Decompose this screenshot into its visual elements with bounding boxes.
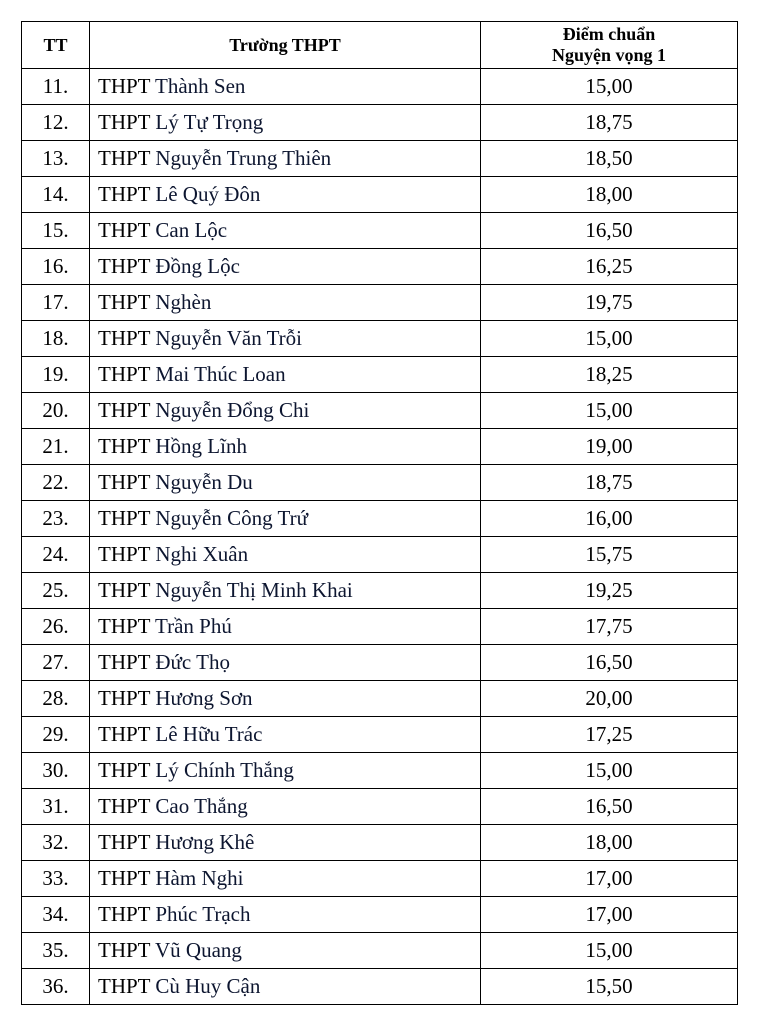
school-name: Nguyễn Đổng Chi	[155, 398, 310, 422]
school-name: Đồng Lộc	[155, 254, 240, 278]
school-type-prefix: THPT	[98, 758, 151, 782]
school-type-prefix: THPT	[98, 110, 151, 134]
cutoff-score: 18,25	[481, 357, 738, 393]
school-name: Hương Khê	[155, 830, 255, 854]
table-row	[22, 465, 738, 501]
table-row	[22, 357, 738, 393]
school-type-prefix: THPT	[98, 470, 151, 494]
table-row	[22, 645, 738, 681]
cutoff-score: 15,00	[481, 753, 738, 789]
school-name-cell	[90, 825, 481, 861]
row-number: 16.	[22, 249, 90, 285]
school-name-cell	[90, 573, 481, 609]
cutoff-score: 18,75	[481, 465, 738, 501]
school-name-cell	[90, 645, 481, 681]
row-number: 35.	[22, 933, 90, 969]
school-name: Hàm Nghi	[155, 866, 244, 890]
table-row	[22, 105, 738, 141]
cutoff-score: 16,00	[481, 501, 738, 537]
table-row	[22, 285, 738, 321]
school-name: Nguyễn Thị Minh Khai	[155, 578, 353, 602]
row-number: 19.	[22, 357, 90, 393]
row-number: 25.	[22, 573, 90, 609]
school-name: Phúc Trạch	[155, 902, 251, 926]
school-type-prefix: THPT	[98, 650, 151, 674]
cutoff-score: 19,75	[481, 285, 738, 321]
school-type-prefix: THPT	[98, 866, 151, 890]
row-number: 18.	[22, 321, 90, 357]
header-score-line2: Nguyện vọng 1	[551, 45, 667, 65]
school-name: Cù Huy Cận	[155, 974, 261, 998]
cutoff-score: 16,25	[481, 249, 738, 285]
school-type-prefix: THPT	[98, 686, 151, 710]
school-name-cell	[90, 789, 481, 825]
school-name-cell	[90, 105, 481, 141]
school-name: Cao Thắng	[155, 794, 248, 818]
school-name-cell	[90, 285, 481, 321]
school-type-prefix: THPT	[98, 542, 151, 566]
school-type-prefix: THPT	[98, 326, 151, 350]
table-row	[22, 177, 738, 213]
school-name-cell	[90, 537, 481, 573]
school-type-prefix: THPT	[98, 578, 151, 602]
cutoff-score: 17,00	[481, 897, 738, 933]
row-number: 33.	[22, 861, 90, 897]
row-number: 17.	[22, 285, 90, 321]
header-score	[481, 22, 738, 69]
row-number: 20.	[22, 393, 90, 429]
table-row	[22, 609, 738, 645]
table-row	[22, 393, 738, 429]
row-number: 34.	[22, 897, 90, 933]
school-type-prefix: THPT	[98, 614, 151, 638]
table-row	[22, 717, 738, 753]
table-row	[22, 141, 738, 177]
cutoff-score: 15,00	[481, 933, 738, 969]
school-type-prefix: THPT	[98, 362, 151, 386]
cutoff-score: 16,50	[481, 789, 738, 825]
admission-score-table	[21, 21, 738, 1005]
table-row	[22, 69, 738, 105]
table-body	[22, 69, 738, 1005]
school-name-cell	[90, 177, 481, 213]
school-name-cell	[90, 141, 481, 177]
cutoff-score: 17,25	[481, 717, 738, 753]
table-row	[22, 861, 738, 897]
table-row	[22, 321, 738, 357]
school-type-prefix: THPT	[98, 506, 151, 530]
school-type-prefix: THPT	[98, 182, 151, 206]
table-row	[22, 933, 738, 969]
row-number: 21.	[22, 429, 90, 465]
cutoff-score: 15,00	[481, 69, 738, 105]
school-name: Nguyễn Công Trứ	[155, 506, 308, 530]
school-name: Lý Chính Thắng	[155, 758, 294, 782]
school-name: Trần Phú	[155, 614, 232, 638]
school-name-cell	[90, 717, 481, 753]
school-name: Nguyễn Trung Thiên	[155, 146, 332, 170]
school-type-prefix: THPT	[98, 974, 151, 998]
school-name-cell	[90, 681, 481, 717]
cutoff-score: 15,50	[481, 969, 738, 1005]
row-number: 30.	[22, 753, 90, 789]
cutoff-score: 16,50	[481, 213, 738, 249]
table-row	[22, 501, 738, 537]
school-name: Hồng Lĩnh	[155, 434, 247, 458]
school-name-cell	[90, 897, 481, 933]
school-name: Thành Sen	[155, 74, 246, 98]
school-name-cell	[90, 393, 481, 429]
row-number: 28.	[22, 681, 90, 717]
school-name: Đức Thọ	[155, 650, 230, 674]
cutoff-score: 17,75	[481, 609, 738, 645]
school-name: Lê Hữu Trác	[155, 722, 263, 746]
school-name: Nghèn	[155, 290, 212, 314]
school-type-prefix: THPT	[98, 722, 151, 746]
cutoff-score: 15,00	[481, 321, 738, 357]
header-row	[22, 22, 738, 69]
header-tt: TT	[22, 22, 90, 69]
school-name: Lý Tự Trọng	[155, 110, 264, 134]
school-type-prefix: THPT	[98, 254, 151, 278]
table-row	[22, 969, 738, 1005]
school-name-cell	[90, 969, 481, 1005]
cutoff-score: 20,00	[481, 681, 738, 717]
row-number: 23.	[22, 501, 90, 537]
table-row	[22, 213, 738, 249]
school-type-prefix: THPT	[98, 218, 151, 242]
cutoff-score: 16,50	[481, 645, 738, 681]
table-row	[22, 681, 738, 717]
table-header	[22, 22, 738, 69]
cutoff-score: 18,75	[481, 105, 738, 141]
row-number: 24.	[22, 537, 90, 573]
row-number: 22.	[22, 465, 90, 501]
school-name-cell	[90, 249, 481, 285]
school-name-cell	[90, 321, 481, 357]
header-score-line1: Điểm chuẩn	[562, 24, 656, 44]
school-name: Nguyễn Văn Trỗi	[155, 326, 303, 350]
table-row	[22, 429, 738, 465]
school-name-cell	[90, 753, 481, 789]
row-number: 12.	[22, 105, 90, 141]
row-number: 15.	[22, 213, 90, 249]
school-type-prefix: THPT	[98, 74, 151, 98]
cutoff-score: 17,00	[481, 861, 738, 897]
school-name: Lê Quý Đôn	[155, 182, 261, 206]
school-type-prefix: THPT	[98, 794, 151, 818]
table-row	[22, 537, 738, 573]
row-number: 27.	[22, 645, 90, 681]
school-name-cell	[90, 429, 481, 465]
school-name: Nghi Xuân	[155, 542, 249, 566]
row-number: 13.	[22, 141, 90, 177]
table-row	[22, 825, 738, 861]
school-name-cell	[90, 357, 481, 393]
school-name: Hương Sơn	[155, 686, 253, 710]
table-row	[22, 789, 738, 825]
school-type-prefix: THPT	[98, 938, 151, 962]
row-number: 29.	[22, 717, 90, 753]
cutoff-score: 18,50	[481, 141, 738, 177]
table-row	[22, 573, 738, 609]
cutoff-score: 15,00	[481, 393, 738, 429]
row-number: 14.	[22, 177, 90, 213]
row-number: 32.	[22, 825, 90, 861]
table-row	[22, 753, 738, 789]
school-name: Nguyễn Du	[155, 470, 253, 494]
header-school: Trường THPT	[90, 22, 481, 69]
cutoff-score: 15,75	[481, 537, 738, 573]
school-name-cell	[90, 69, 481, 105]
row-number: 26.	[22, 609, 90, 645]
school-name-cell	[90, 465, 481, 501]
cutoff-score: 18,00	[481, 177, 738, 213]
cutoff-score: 18,00	[481, 825, 738, 861]
school-name-cell	[90, 933, 481, 969]
school-type-prefix: THPT	[98, 290, 151, 314]
school-type-prefix: THPT	[98, 830, 151, 854]
school-type-prefix: THPT	[98, 398, 151, 422]
cutoff-score: 19,00	[481, 429, 738, 465]
row-number: 31.	[22, 789, 90, 825]
row-number: 36.	[22, 969, 90, 1005]
school-name: Can Lộc	[155, 218, 228, 242]
school-name: Mai Thúc Loan	[155, 362, 286, 386]
school-name-cell	[90, 213, 481, 249]
school-name-cell	[90, 609, 481, 645]
school-type-prefix: THPT	[98, 146, 151, 170]
row-number: 11.	[22, 69, 90, 105]
table-row	[22, 897, 738, 933]
school-type-prefix: THPT	[98, 434, 151, 458]
school-name: Vũ Quang	[155, 938, 242, 962]
cutoff-score: 19,25	[481, 573, 738, 609]
table-row	[22, 249, 738, 285]
school-name-cell	[90, 861, 481, 897]
school-type-prefix: THPT	[98, 902, 151, 926]
school-name-cell	[90, 501, 481, 537]
